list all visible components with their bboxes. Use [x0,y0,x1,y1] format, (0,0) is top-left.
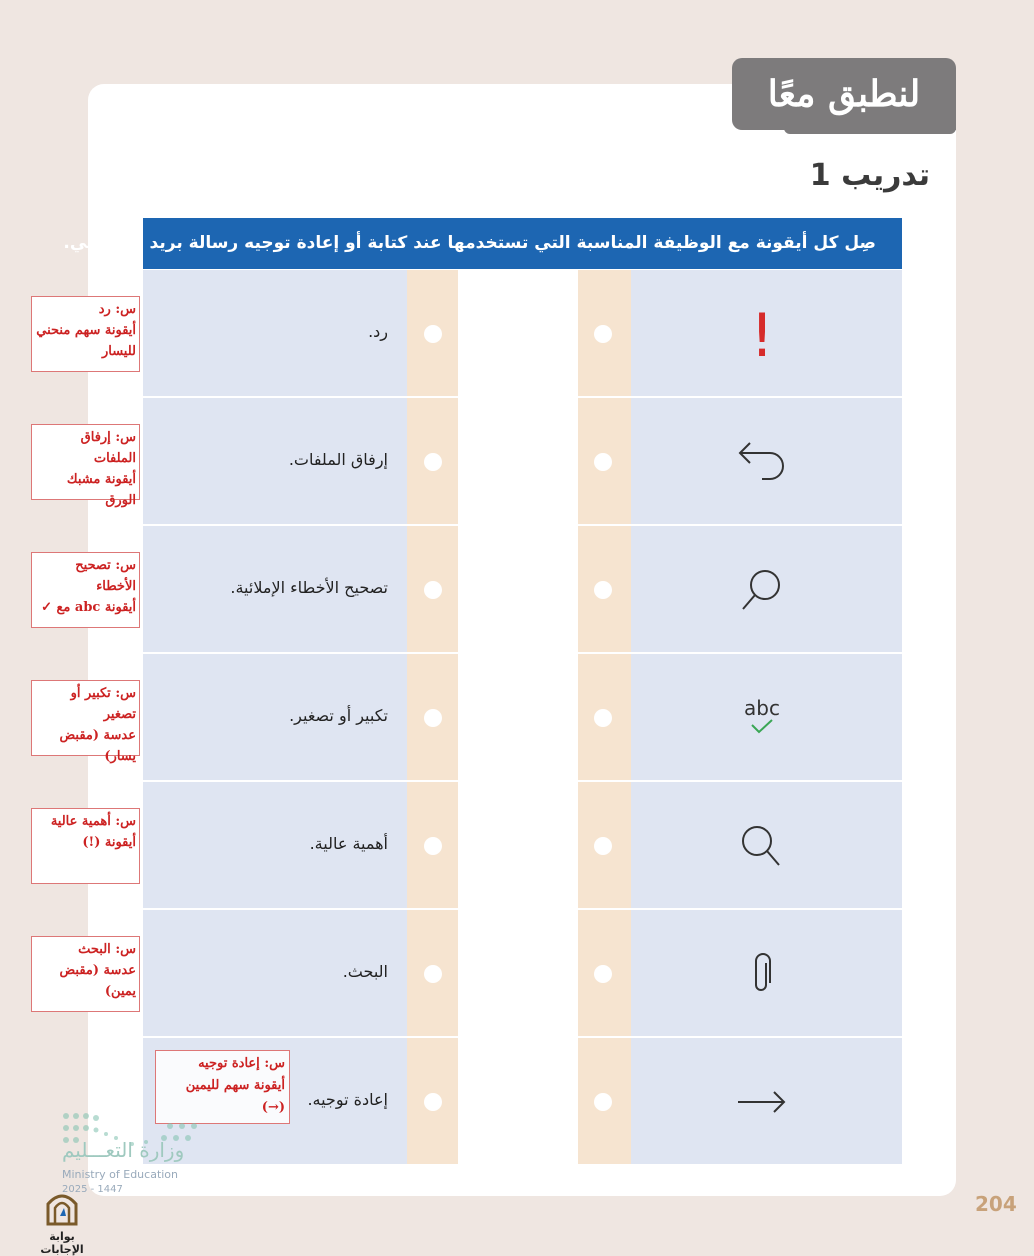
exercise-title: تدريب 1 [809,158,930,193]
answer-line: س: إعادة توجيه [198,1056,285,1071]
answer-line: يمين) [104,984,136,999]
answer-note [31,296,140,372]
answer-line: الأخطاء [96,579,136,594]
reply-arrow-icon [722,432,802,492]
function-match-dot[interactable] [424,837,442,855]
answer-line: يسار) [104,749,136,764]
function-match-dot[interactable] [424,1093,442,1111]
page-number: 204 [975,1192,1017,1216]
answer-line: س: تكبير أو تصغير [70,686,136,722]
function-label: تكبير أو تصغير. [289,706,388,725]
portal-label: بوابة الإجابات [40,1230,84,1256]
icon-match-dot[interactable] [594,837,612,855]
answer-line: أيقونة abc مع ✓ [41,600,136,615]
answer-line: عدسة (مقبض [59,963,136,978]
function-match-dot[interactable] [424,325,442,343]
answer-line: الورق [105,493,136,508]
answer-line: أيقونة مشبك [66,472,136,487]
icon-match-dot[interactable] [594,453,612,471]
answer-line: أيقونة سهم لليمين [185,1078,285,1093]
section-title: لنطبق معًا [732,58,956,130]
answers-portal-logo [28,1186,96,1256]
icon-match-dot[interactable] [594,709,612,727]
function-match-dot[interactable] [424,965,442,983]
function-label: رد. [368,322,388,341]
answer-line: لليسار [101,344,136,359]
function-label: البحث. [342,962,388,981]
answer-note [31,424,140,508]
answer-line: (→) [261,1100,285,1115]
answer-note [31,808,140,884]
portal-building-icon [42,1186,82,1226]
function-label: إرفاق الملفات. [288,450,388,469]
icon-match-dot[interactable] [594,325,612,343]
zoom-lens-icon [722,560,802,620]
instruction-bar: صِل كل أيقونة مع الوظيفة المناسبة التي تستخدمها عند كتابة أو إعادة توجيه رسالة بريد إلكتروني. [143,218,902,269]
function-label: تصحيح الأخطاء الإملائية. [230,578,388,597]
abc-glyph: abc [744,696,780,720]
ministry-name-english: Ministry of Education [62,1168,179,1181]
function-label: أهمية عالية. [309,834,388,853]
ministry-year: 2025 - 1447 [62,1184,123,1195]
icon-match-dot[interactable] [594,581,612,599]
function-label: إعادة توجيه. [307,1090,388,1109]
exclamation-glyph: ! [749,301,775,371]
forward-arrow-icon [722,1072,802,1132]
answer-line: س: البحث [78,942,136,957]
answer-note [31,680,140,764]
answer-line: أيقونة سهم منحني [36,323,136,338]
exclamation-icon [722,301,802,371]
answer-line: س: رد [98,302,136,317]
function-match-dot[interactable] [424,709,442,727]
search-icon [722,816,802,876]
answer-line: عدسة (مقبض [59,728,136,743]
answer-line: س: تصحيح [75,558,136,573]
answer-line: س: أهمية عالية [50,814,136,829]
ministry-name-arabic: وزارة التعـــليم [62,1138,185,1162]
icon-match-dot[interactable] [594,965,612,983]
answer-line: س: إرفاق الملفات [80,430,136,466]
icon-match-dot[interactable] [594,1093,612,1111]
paperclip-icon [722,944,802,1004]
function-match-dot[interactable] [424,453,442,471]
abc-check-icon [722,688,802,748]
answer-note [31,936,140,1012]
answer-line: أيقونة (!) [82,835,136,850]
answer-note [31,552,140,628]
function-match-dot[interactable] [424,581,442,599]
